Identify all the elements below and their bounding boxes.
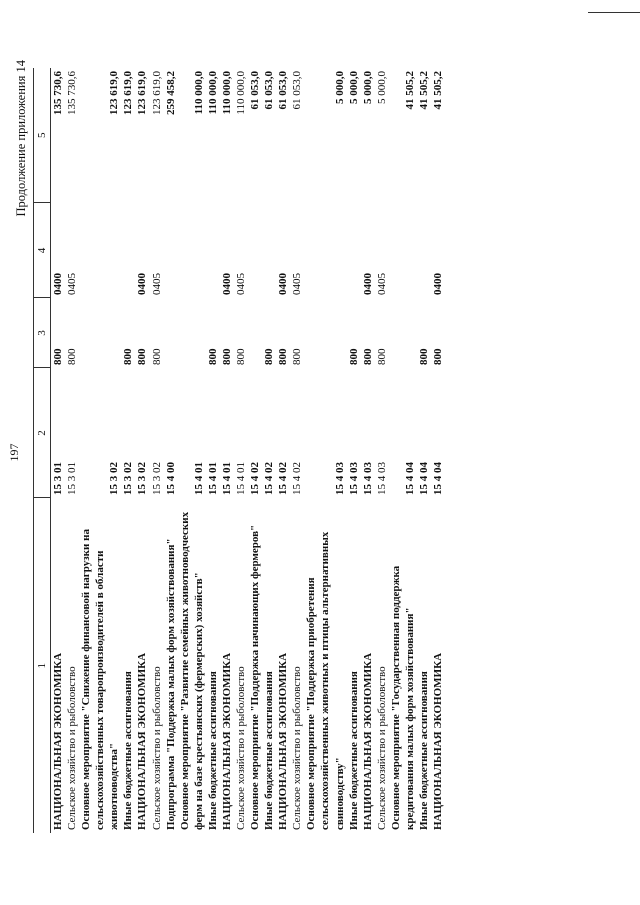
column-header: 3 bbox=[34, 298, 51, 368]
expense-group-cell bbox=[248, 298, 262, 368]
row-name-cell: Сельское хозяйство и рыболовство bbox=[235, 666, 248, 830]
table-row bbox=[220, 68, 234, 833]
target-code-cell: 15 4 03 bbox=[347, 462, 360, 495]
amount-cell: 259 458,2 bbox=[164, 71, 177, 115]
expense-group-cell: 800 bbox=[206, 348, 219, 365]
amount-cell: 123 619,0 bbox=[108, 71, 121, 115]
expense-group-cell bbox=[389, 298, 417, 368]
section-cell: 0400 bbox=[432, 273, 445, 295]
amount-cell: 110 000,0 bbox=[235, 71, 248, 115]
target-code-cell: 15 3 01 bbox=[66, 462, 79, 495]
amount-cell: 5 000,0 bbox=[333, 71, 346, 104]
table-row bbox=[262, 68, 276, 833]
table-row bbox=[290, 68, 304, 833]
expense-group-cell: 800 bbox=[347, 348, 360, 365]
target-code-cell: 15 3 02 bbox=[108, 462, 121, 495]
amount-cell: 61 053,0 bbox=[291, 71, 304, 110]
row-name-cell: Сельское хозяйство и рыболовство bbox=[66, 666, 79, 830]
table-row bbox=[417, 68, 431, 833]
target-code-cell: 15 3 01 bbox=[52, 462, 64, 495]
amount-cell: 135 730,6 bbox=[52, 71, 64, 115]
target-code-cell: 15 4 04 bbox=[432, 462, 445, 495]
row-name-cell: Иные бюджетные ассигнования bbox=[263, 671, 276, 830]
section-cell: 0405 bbox=[66, 273, 79, 295]
section-cell bbox=[164, 203, 178, 298]
table-row bbox=[150, 68, 164, 833]
expense-group-cell: 800 bbox=[375, 348, 388, 365]
amount-cell: 41 505,2 bbox=[403, 71, 416, 110]
expense-group-cell: 800 bbox=[122, 348, 135, 365]
section-cell bbox=[79, 203, 121, 298]
row-name-cell: Сельское хозяйство и рыболовство bbox=[150, 666, 163, 830]
expense-group-cell bbox=[178, 298, 206, 368]
target-code-cell: 15 4 04 bbox=[418, 462, 431, 495]
table-row bbox=[65, 68, 79, 833]
row-name-cell: НАЦИОНАЛЬНАЯ ЭКОНОМИКА bbox=[432, 652, 445, 830]
expense-group-cell: 800 bbox=[277, 348, 290, 365]
table-header-row bbox=[34, 68, 51, 833]
target-code-cell: 15 4 03 bbox=[333, 462, 346, 495]
target-code-cell: 15 4 01 bbox=[206, 462, 219, 495]
section-cell: 0405 bbox=[375, 273, 388, 295]
expense-group-cell: 800 bbox=[150, 348, 163, 365]
column-header: 5 bbox=[34, 68, 51, 203]
section-cell bbox=[389, 203, 417, 298]
row-name-cell: НАЦИОНАЛЬНАЯ ЭКОНОМИКА bbox=[52, 652, 64, 830]
table-row bbox=[361, 68, 375, 833]
section-cell: 0400 bbox=[277, 273, 290, 295]
table-row bbox=[135, 68, 149, 833]
table-row bbox=[389, 68, 417, 833]
row-name-cell: Иные бюджетные ассигнования bbox=[347, 671, 360, 830]
amount-cell: 110 000,0 bbox=[192, 71, 205, 115]
expense-group-cell: 800 bbox=[418, 348, 431, 365]
target-code-cell: 15 4 03 bbox=[361, 462, 374, 495]
row-name-cell: Сельское хозяйство и рыболовство bbox=[291, 666, 304, 830]
expense-group-cell: 800 bbox=[291, 348, 304, 365]
amount-cell: 61 053,0 bbox=[277, 71, 290, 110]
table-row bbox=[347, 68, 361, 833]
table-row bbox=[276, 68, 290, 833]
table-row bbox=[178, 68, 206, 833]
target-code-cell: 15 3 02 bbox=[122, 462, 135, 495]
row-name-cell: НАЦИОНАЛЬНАЯ ЭКОНОМИКА bbox=[136, 652, 149, 830]
section-cell bbox=[347, 203, 361, 298]
expense-group-cell: 800 bbox=[52, 348, 64, 365]
column-header: 2 bbox=[34, 368, 51, 498]
section-cell bbox=[262, 203, 276, 298]
table-row bbox=[431, 68, 445, 833]
expense-group-cell bbox=[164, 298, 178, 368]
table-body bbox=[51, 68, 446, 833]
target-code-cell: 15 4 02 bbox=[263, 462, 276, 495]
row-name-cell: Основное мероприятие "Поддержка начинающих фермеров" bbox=[249, 524, 262, 830]
section-cell bbox=[121, 203, 135, 298]
expense-group-cell: 800 bbox=[235, 348, 248, 365]
target-code-cell: 15 4 02 bbox=[249, 462, 262, 495]
section-cell bbox=[206, 203, 220, 298]
row-name-cell: Иные бюджетные ассигнования bbox=[122, 671, 135, 830]
row-name-cell: Основное мероприятие "Государственная поддержка кредитования малых форм хозяйствования" bbox=[389, 565, 416, 830]
target-code-cell: 15 4 03 bbox=[375, 462, 388, 495]
section-cell bbox=[178, 203, 206, 298]
section-cell bbox=[417, 203, 431, 298]
expense-group-cell: 800 bbox=[263, 348, 276, 365]
expense-group-cell: 800 bbox=[66, 348, 79, 365]
amount-cell: 61 053,0 bbox=[263, 71, 276, 110]
amount-cell: 5 000,0 bbox=[375, 71, 388, 104]
table-row bbox=[164, 68, 178, 833]
budget-table bbox=[33, 68, 445, 833]
target-code-cell: 15 4 04 bbox=[403, 462, 416, 495]
row-name-cell: Основное мероприятие "Поддержка приобретения сельскохозяйственных животных и птицы альтернативных свиноводству" bbox=[305, 531, 346, 830]
amount-cell: 123 619,0 bbox=[122, 71, 135, 115]
row-name-cell: Основное мероприятие "Снижение финансовой нагрузки на сельскохозяйственных товаропроизводителей в области животноводства" bbox=[80, 529, 121, 830]
page-number: 197 bbox=[7, 443, 21, 462]
target-code-cell: 15 3 02 bbox=[136, 462, 149, 495]
amount-cell: 135 730,6 bbox=[66, 71, 79, 115]
expense-group-cell bbox=[79, 298, 121, 368]
row-name-cell: НАЦИОНАЛЬНАЯ ЭКОНОМИКА bbox=[277, 652, 290, 830]
table-row bbox=[206, 68, 220, 833]
section-cell: 0400 bbox=[220, 273, 233, 295]
target-code-cell: 15 4 02 bbox=[277, 462, 290, 495]
amount-cell: 110 000,0 bbox=[206, 71, 219, 115]
section-cell: 0405 bbox=[235, 273, 248, 295]
row-name-cell: НАЦИОНАЛЬНАЯ ЭКОНОМИКА bbox=[220, 652, 233, 830]
column-header: 4 bbox=[34, 203, 51, 298]
amount-cell: 41 505,2 bbox=[418, 71, 431, 110]
table-row bbox=[234, 68, 248, 833]
row-name-cell: Иные бюджетные ассигнования bbox=[418, 671, 431, 830]
section-cell: 0405 bbox=[150, 273, 163, 295]
table-row bbox=[375, 68, 389, 833]
amount-cell: 5 000,0 bbox=[347, 71, 360, 104]
expense-group-cell: 800 bbox=[432, 348, 445, 365]
table-row bbox=[79, 68, 121, 833]
target-code-cell: 15 4 01 bbox=[192, 462, 205, 495]
target-code-cell: 15 3 02 bbox=[150, 462, 163, 495]
expense-group-cell bbox=[304, 298, 346, 368]
amount-cell: 41 505,2 bbox=[432, 71, 445, 110]
amount-cell: 123 619,0 bbox=[150, 71, 163, 115]
target-code-cell: 15 4 01 bbox=[235, 462, 248, 495]
section-cell: 0405 bbox=[291, 273, 304, 295]
section-cell: 0400 bbox=[361, 273, 374, 295]
amount-cell: 5 000,0 bbox=[361, 71, 374, 104]
amount-cell: 110 000,0 bbox=[220, 71, 233, 115]
section-cell: 0400 bbox=[52, 273, 64, 295]
target-code-cell: 15 4 00 bbox=[164, 462, 177, 495]
appendix-note: Продолжение приложения 14 bbox=[14, 60, 28, 217]
expense-group-cell: 800 bbox=[136, 348, 149, 365]
row-name-cell: Основное мероприятие "Развитие семейных животноводческих ферм на базе крестьянских (фермерских) хозяйств" bbox=[178, 511, 205, 830]
expense-group-cell: 800 bbox=[220, 348, 233, 365]
expense-group-cell: 800 bbox=[361, 348, 374, 365]
target-code-cell: 15 4 01 bbox=[220, 462, 233, 495]
row-name-cell: НАЦИОНАЛЬНАЯ ЭКОНОМИКА bbox=[361, 652, 374, 830]
row-name-cell: Иные бюджетные ассигнования bbox=[206, 671, 219, 830]
section-cell bbox=[304, 203, 346, 298]
section-cell bbox=[248, 203, 262, 298]
amount-cell: 61 053,0 bbox=[249, 71, 262, 110]
row-name-cell: Подпрограмма "Поддержка малых форм хозяйствования" bbox=[164, 538, 177, 830]
section-cell: 0400 bbox=[136, 273, 149, 295]
row-name-cell: Сельское хозяйство и рыболовство bbox=[375, 666, 388, 830]
table-row bbox=[304, 68, 346, 833]
column-header: 1 bbox=[34, 498, 51, 833]
target-code-cell: 15 4 02 bbox=[291, 462, 304, 495]
table-row bbox=[51, 68, 66, 833]
table-row bbox=[248, 68, 262, 833]
table-row bbox=[121, 68, 135, 833]
amount-cell: 123 619,0 bbox=[136, 71, 149, 115]
